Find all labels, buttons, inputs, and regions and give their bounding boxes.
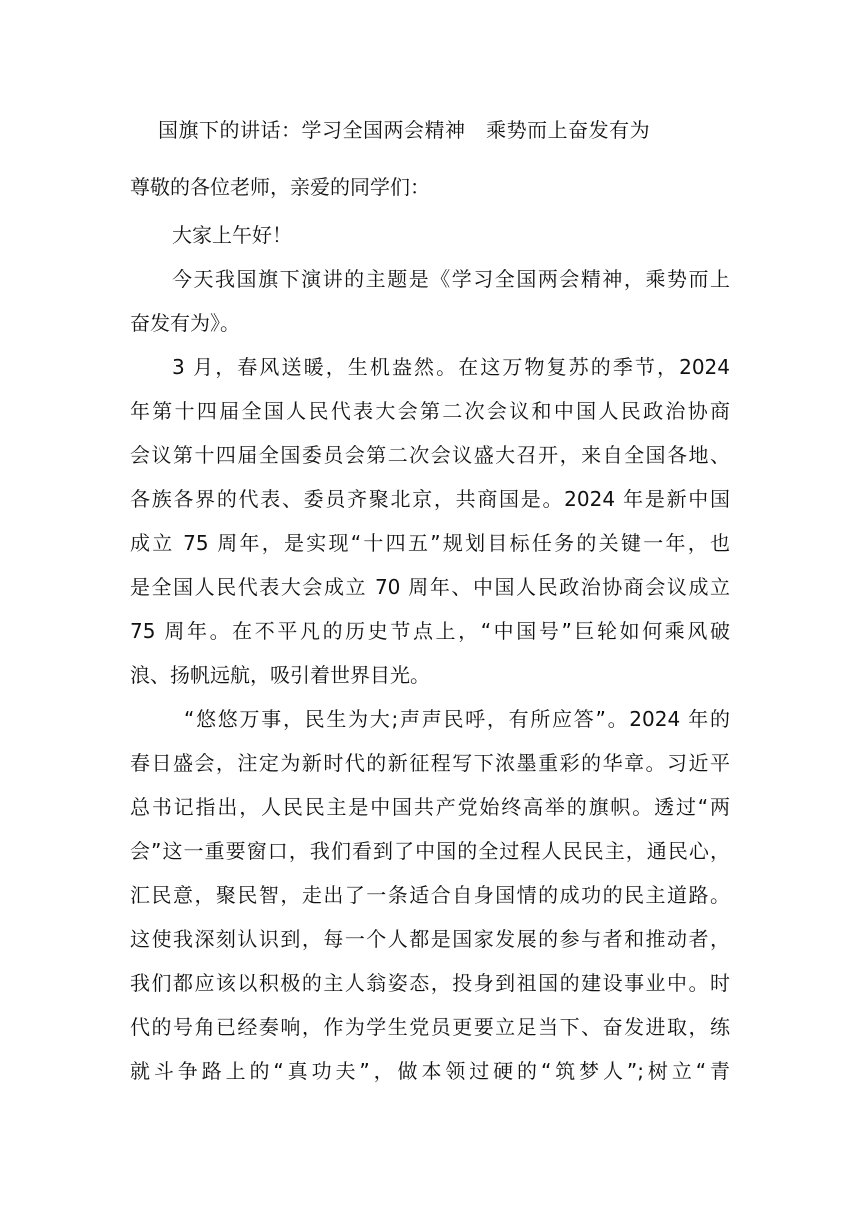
paragraph-line: 今天我国旗下演讲的主题是《学习全国两会精神，乘势而上 bbox=[172, 267, 730, 291]
paragraph-line: 会议第十四届全国委员会第二次会议盛大召开，来自全国各地、 bbox=[130, 443, 730, 467]
paragraph-line: 浪、扬帆远航，吸引着世界目光。 bbox=[130, 663, 430, 687]
paragraph-line: 成立 75 周年，是实现“十四五”规划目标任务的关键一年，也 bbox=[130, 531, 730, 555]
paragraph-line: 奋发有为》。 bbox=[130, 311, 240, 335]
document-title: 国旗下的讲话：学习全国两会精神 乘势而上奋发有为 bbox=[158, 118, 651, 142]
paragraph-line: 就斗争路上的“真功夫”，做本领过硬的“筑梦人”;树立“青 bbox=[130, 1059, 730, 1083]
paragraph-line: 代的号角已经奏响，作为学生党员更要立足当下、奋发进取，练 bbox=[130, 1015, 730, 1039]
paragraph-line: 是全国人民代表大会成立 70 周年、中国人民政治协商会议成立 bbox=[130, 575, 730, 599]
paragraph-line: 年第十四届全国人民代表大会第二次会议和中国人民政治协商 bbox=[130, 399, 730, 423]
paragraph-line: 这使我深刻认识到，每一个人都是国家发展的参与者和推动者， bbox=[130, 927, 730, 951]
paragraph-line: 我们都应该以积极的主人翁姿态，投身到祖国的建设事业中。时 bbox=[130, 971, 730, 995]
paragraph-line: 3 月，春风送暖，生机盎然。在这万物复苏的季节，2024 bbox=[172, 355, 730, 379]
paragraph-line: 春日盛会，注定为新时代的新征程写下浓墨重彩的华章。习近平 bbox=[130, 751, 730, 775]
paragraph-line: 会”这一重要窗口，我们看到了中国的全过程人民民主，通民心， bbox=[130, 839, 730, 863]
paragraph-line: 汇民意，聚民智，走出了一条适合自身国情的成功的民主道路。 bbox=[130, 883, 730, 907]
paragraph-line: 总书记指出，人民民主是中国共产党始终高举的旗帜。透过“两 bbox=[130, 795, 730, 819]
paragraph-line: 75 周年。在不平凡的历史节点上，“中国号”巨轮如何乘风破 bbox=[130, 619, 730, 643]
greeting-line: 大家上午好！ bbox=[172, 223, 292, 247]
salutation-line: 尊敬的各位老师，亲爱的同学们： bbox=[130, 175, 430, 199]
paragraph-line: 各族各界的代表、委员齐聚北京，共商国是。2024 年是新中国 bbox=[130, 487, 730, 511]
paragraph-line: “悠悠万事，民生为大;声声民呼，有所应答”。2024 年的 bbox=[184, 707, 730, 731]
